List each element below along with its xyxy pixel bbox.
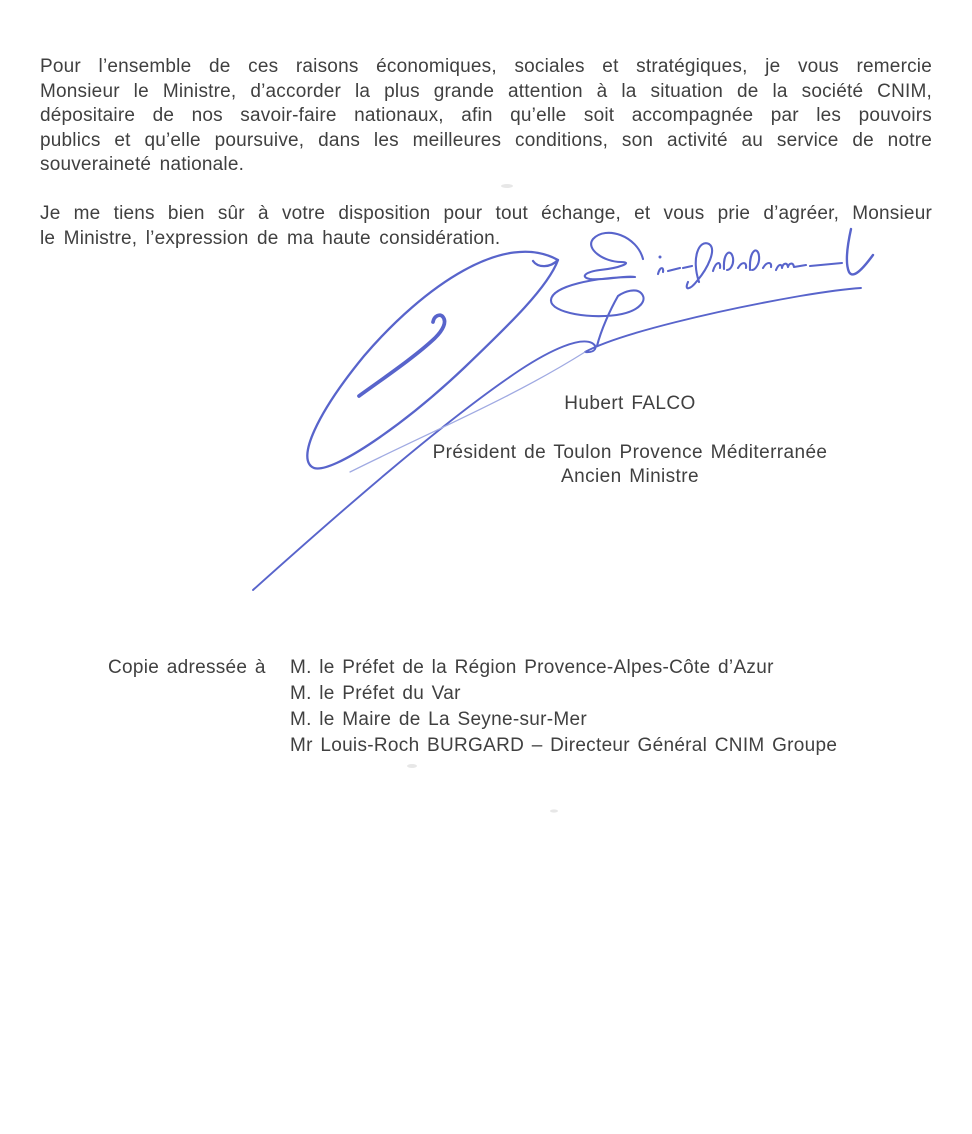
paragraph-line: Pour l’ensemble de ces raisons économiques, sociales et stratégiques, je vous remercie [40, 56, 932, 77]
signatory-block [260, 394, 972, 489]
copy-recipient: M. le Préfet du Var [290, 683, 461, 704]
copy-recipient: M. le Préfet de la Région Provence-Alpes-Côte d’Azur [290, 657, 774, 678]
paragraph-line: Monsieur le Ministre, d’accorder la plus grande attention à la situation de la société CNIM, [40, 80, 932, 102]
copy-recipient: Mr Louis-Roch BURGARD – Directeur Général CNIM Groupe [290, 735, 838, 756]
copy-recipients-block [108, 655, 837, 759]
closing-paragraph-2 [40, 202, 932, 251]
signatory-name: Hubert FALCO [564, 393, 696, 414]
handwriting-idele [713, 250, 771, 271]
handwriting-ment [776, 263, 842, 270]
handwriting-i-dot [659, 256, 662, 259]
copy-recipient-list [290, 655, 837, 759]
signature-inner-hook-stroke [359, 315, 445, 396]
paragraph-line: souveraineté nationale. [40, 154, 245, 175]
paragraph-line: Je me tiens bien sûr à votre disposition pour tout échange, et vous prie d’agréer, Monsieur [40, 203, 932, 224]
copy-recipient: M. le Maire de La Seyne-sur-Mer [290, 709, 588, 730]
handwriting-ien [658, 266, 692, 274]
paragraph-line: dépositaire de nos savoir-faire nationaux, afin qu’elle soit accompagnée par les pouvoirs [40, 105, 932, 126]
signatory-title-line1: Président de Toulon Provence Méditerranée [432, 442, 828, 463]
signatory-title-line2: Ancien Ministre [561, 466, 699, 487]
paragraph-line: le Ministre, l’expression de ma haute considération. [40, 227, 501, 249]
closing-paragraph-1 [40, 55, 932, 178]
copy-label: Copie adressée à [108, 657, 266, 678]
paragraph-line: publics et qu’elle poursuive, dans les meilleures conditions, son activité au service de notre [40, 129, 932, 151]
